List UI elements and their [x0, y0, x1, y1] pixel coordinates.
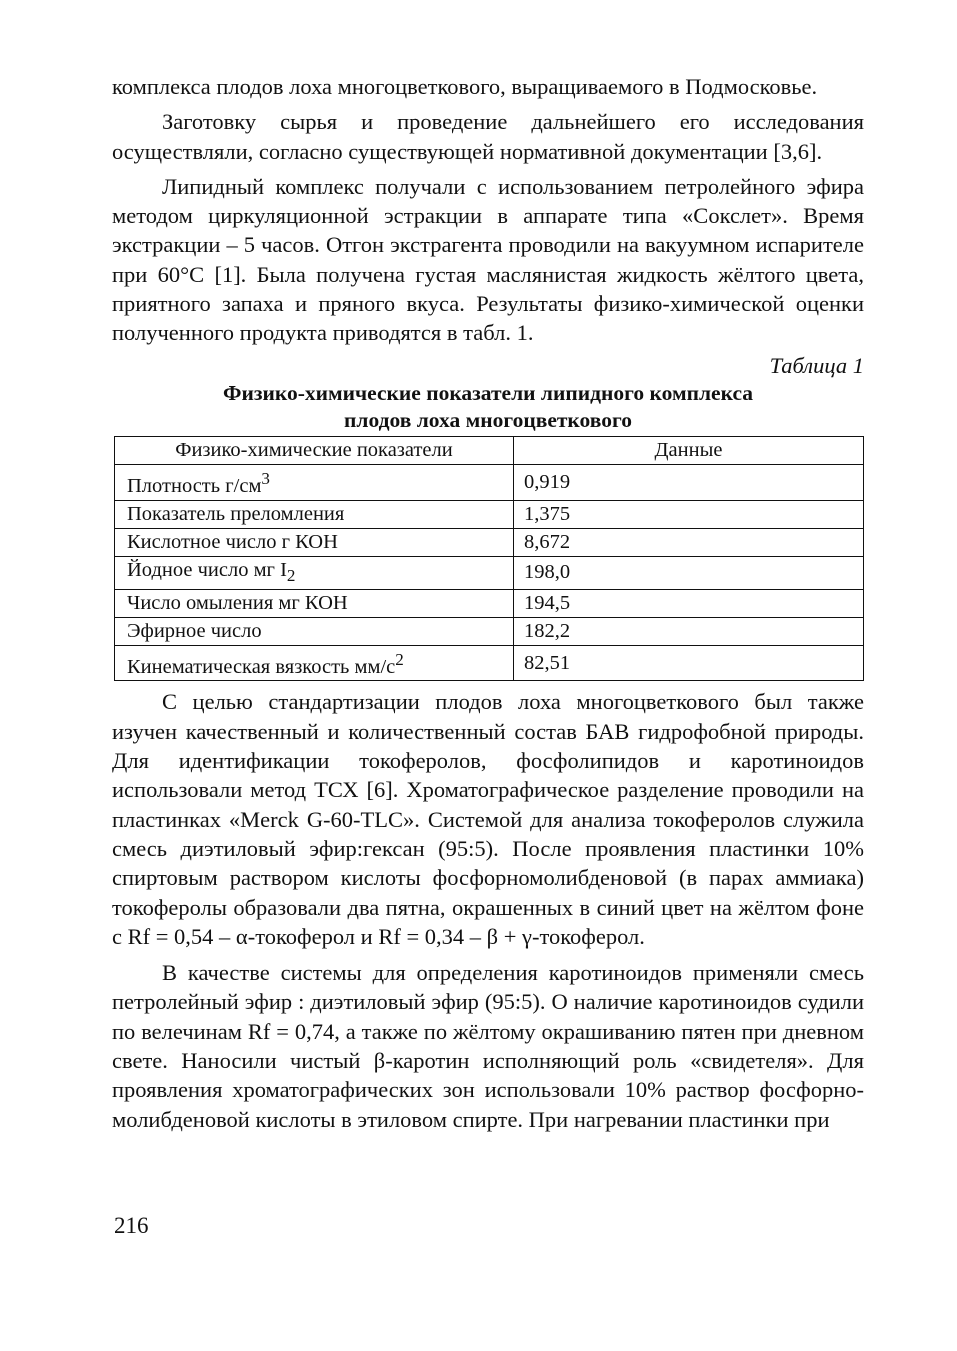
paragraph-raw-material: Заготовку сырья и проведение дальнейшего его исследования осуществляли, согласно существующей нормативной документации [3,6]. — [112, 109, 864, 164]
indicator-name: Кинематическая вязкость мм/с — [127, 655, 396, 678]
table-title-line2: плодов лоха многоцветкового — [344, 407, 632, 432]
physico-chemical-table — [114, 436, 864, 682]
paragraph-lipid-complex: Липидный комплекс получали с использованием петролейного эфира методом циркуляционной эстракции в аппарате типа «Сокслет». Время экстракции – 5 часов. Отгон экстрагента проводили на вакуумном испарителе при 60°С [1]. Была получена густая маслянистая жидкость жёлтого цвета, приятного запаха и пряного вкуса. Результаты физико-химической оценки полученного продукта приводятся в табл. 1. — [112, 173, 864, 346]
value-cell: 8,672 — [514, 528, 864, 556]
header-data: Данные — [514, 436, 864, 464]
page-body — [112, 72, 864, 1134]
value-cell: 82,51 — [514, 645, 864, 681]
value-cell: 194,5 — [514, 589, 864, 617]
table-row — [115, 528, 864, 556]
indicator-name: Эфирное число — [127, 619, 262, 642]
table-row — [115, 589, 864, 617]
indicator-name: Плотность г/см — [127, 474, 262, 497]
paragraph-standardization: С целью стандартизации плодов лоха многоцветкового был также изучен качественный и количественный состав БАВ гидрофобной природы. Для идентификации токоферолов, фосфолипидов и каротиноидов использовали метод ТСХ [6]. Хроматографическое разделение проводили на пластинках «Merck G-60-TLC». Системой для анализа токоферолов служила смесь диэтиловый эфир:гексан (95:5). После проявления пластинки 10% спиртовым раствором кислоты фосфорномолибденовой (в парах аммиака) токоферолы образовали два пятна, окрашенных в синий цвет на жёлтом фоне с Rf = 0,54 – α-токоферол и Rf = 0,34 – β + γ-токоферол. — [112, 689, 864, 949]
indicator-cell — [115, 617, 514, 645]
indicator-superscript: 3 — [261, 468, 270, 488]
table-title-line1: Физико-химические показатели липидного комплекса — [222, 380, 754, 405]
value-cell: 0,919 — [514, 464, 864, 500]
indicator-cell — [115, 556, 514, 589]
paragraph-continuation: комплекса плодов лоха многоцветкового, выращиваемого в Подмосковье. — [112, 74, 818, 99]
indicator-cell — [115, 645, 514, 681]
header-indicators: Физико-химические показатели — [115, 436, 514, 464]
value-cell: 198,0 — [514, 556, 864, 589]
paragraph-carotenoids: В качестве системы для определения каротиноидов применяли смесь петролейный эфир : диэтиловый эфир (95:5). О наличие каротиноидов судили по велечинам Rf = 0,74, а также по жёлтому окрашиванию пятен при дневном свете. Наносили чистый β-каротин исполняющий роль «свидетеля». Для проявления хроматографических зон использовали 10% раствор фосфорно-молибденовой кислоты в этиловом спирте. При нагревании пластинки при — [112, 960, 864, 1132]
value-cell: 1,375 — [514, 500, 864, 528]
indicator-cell — [115, 528, 514, 556]
indicator-name: Йодное число мг I — [127, 558, 287, 581]
page-number: 216 — [114, 1213, 149, 1238]
indicator-cell — [115, 464, 514, 500]
table-row — [115, 645, 864, 681]
table-row — [115, 464, 864, 500]
indicator-subscript: 2 — [286, 565, 296, 585]
indicator-cell — [115, 500, 514, 528]
table-row — [115, 617, 864, 645]
indicator-name: Число омыления мг КОН — [127, 591, 348, 614]
table-row — [115, 500, 864, 528]
value-cell: 182,2 — [514, 617, 864, 645]
table-title — [112, 380, 864, 434]
indicator-superscript: 2 — [395, 649, 404, 669]
indicator-cell — [115, 589, 514, 617]
indicator-name: Кислотное число г КОН — [127, 530, 338, 553]
indicator-name: Показатель преломления — [127, 502, 345, 525]
table-row — [115, 556, 864, 589]
table-label: Таблица 1 — [769, 352, 864, 378]
table-header-row — [115, 436, 864, 464]
